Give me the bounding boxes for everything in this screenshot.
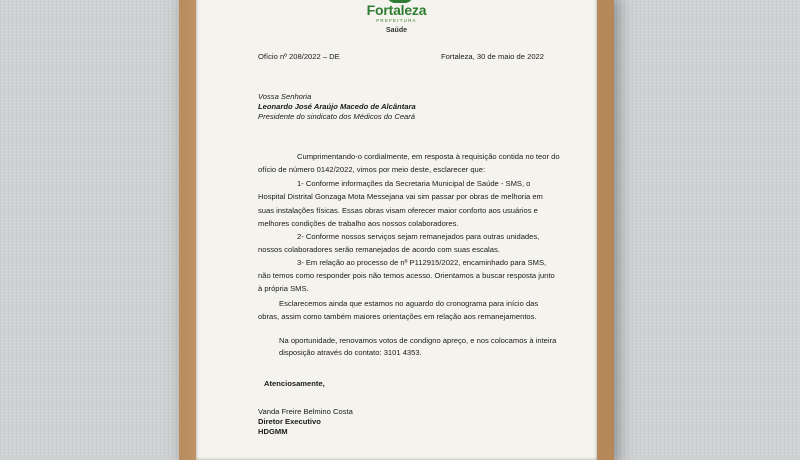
body-line: 1- Conforme informações da Secretaria Municipal de Saúde - SMS, o xyxy=(297,179,531,188)
body-line: não temos como responder pois não temos acesso. Orientamos a buscar resposta junto xyxy=(258,271,555,280)
body-line: Hospital Distrital Gonzaga Mota Messejana vai sim passar por obras de melhoria em xyxy=(258,192,543,201)
letterhead-department: Saúde xyxy=(385,27,407,34)
body-line: obras, assim como também maiores orientações em relação aos remanejamentos. xyxy=(258,312,537,321)
body-line: Esclarecemos ainda que estamos no aguardo do cronograma para início das xyxy=(279,299,539,308)
letterhead-city: Fortaleza xyxy=(366,2,427,18)
letter-reference: Ofício nº 208/2022 – DE xyxy=(258,52,340,61)
body-line: nossos colaboradores serão remanejados de acordo com suas escalas. xyxy=(258,245,500,254)
recipient-title: Presidente do sindicato dos Médicos do Ceará xyxy=(258,112,416,121)
body-line: 3- Em relação ao processo de nº P112915/2022, encaminhado para SMS, xyxy=(297,258,547,267)
body-line: suas instalações físicas. Essas obras visam oferecer maior conforto aos usuários e xyxy=(258,206,538,215)
body-line: à própria SMS. xyxy=(258,284,309,293)
letter-date: Fortaleza, 30 de maio de 2022 xyxy=(441,52,545,61)
letter-paper xyxy=(196,0,597,460)
signatory-unit: HDGMM xyxy=(258,427,288,436)
signatory-role: Diretor Executivo xyxy=(258,417,321,426)
body-line: 2- Conforme nossos serviços sejam remanejados para outras unidades, xyxy=(297,232,540,241)
body-line: disposição através do contato: 3101 4353. xyxy=(279,348,422,357)
recipient-name: Leonardo José Araújo Macedo de Alcântara xyxy=(258,102,416,111)
letterhead-subtitle: PREFEITURA xyxy=(376,18,417,23)
body-line: melhores condições de trabalho aos nossos colaboradores. xyxy=(258,219,459,228)
signatory-name: Vanda Freire Belmino Costa xyxy=(258,407,353,416)
recipient-salutation: Vossa Senhoria xyxy=(258,92,312,101)
body-line: Na oportunidade, renovamos votos de condigno apreço, e nos colocamos à inteira xyxy=(279,336,557,345)
body-line: ofício de número 0142/2022, vimos por meio deste, esclarecer que: xyxy=(258,165,486,174)
body-line: Cumprimentando-o cordialmente, em resposta à requisição contida no teor do xyxy=(297,152,560,161)
valediction: Atenciosamente, xyxy=(264,379,325,388)
